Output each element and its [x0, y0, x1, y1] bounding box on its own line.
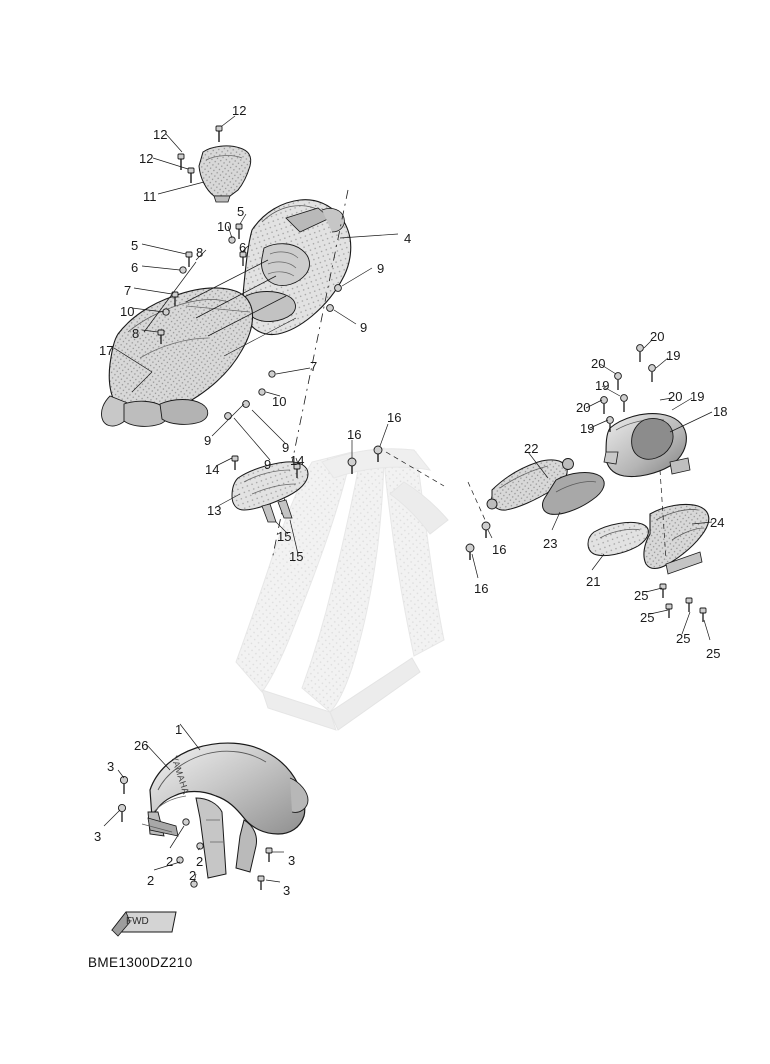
- part-4-rear-cowl: [243, 200, 351, 335]
- callout-number-25: 25: [634, 588, 649, 603]
- callout-number-6: 6: [131, 260, 139, 275]
- callout-number-21: 21: [586, 574, 601, 589]
- screw-5b: [236, 224, 242, 239]
- callout-number-8: 8: [196, 245, 204, 260]
- callout-number-25: 25: [676, 631, 691, 646]
- callout-number-9: 9: [360, 320, 368, 335]
- screw-3c: [266, 848, 272, 862]
- callout-number-2: 2: [196, 854, 204, 869]
- callout-number-26: 26: [134, 738, 149, 753]
- callout-number-11: 11: [143, 189, 157, 204]
- fwd-direction-label: FWD: [126, 916, 149, 927]
- callout-number-15: 15: [277, 529, 292, 544]
- callout-number-20: 20: [576, 400, 591, 415]
- callout-number-19: 19: [690, 389, 705, 404]
- callout-number-20: 20: [591, 356, 606, 371]
- callout-number-12: 12: [153, 127, 168, 142]
- screw-16c: [482, 522, 490, 538]
- callout-number-10: 10: [120, 304, 135, 319]
- screw-9b: [225, 413, 232, 420]
- screw-19b: [621, 395, 628, 412]
- screw-9c: [335, 285, 342, 292]
- screw-12c: [188, 168, 194, 183]
- screw-20a: [637, 345, 644, 362]
- callout-number-9: 9: [282, 440, 290, 455]
- screw-10c: [259, 389, 265, 395]
- callout-number-16: 16: [387, 410, 402, 425]
- callout-number-8: 8: [132, 326, 140, 341]
- part-24-mudguard: [644, 504, 709, 574]
- fastener-group-19-20: [601, 345, 706, 625]
- callout-number-16: 16: [347, 427, 362, 442]
- callout-number-9: 9: [264, 457, 272, 472]
- callout-number-17: 17: [99, 343, 114, 358]
- part-11-cover: [199, 146, 251, 202]
- screw-14a: [232, 456, 238, 470]
- screw-7b: [269, 371, 275, 377]
- callout-number-12: 12: [232, 103, 247, 118]
- screw-25b: [666, 604, 672, 618]
- callout-number-2: 2: [189, 868, 197, 883]
- part-18-tail-cover: [604, 414, 690, 477]
- callout-number-25: 25: [706, 646, 721, 661]
- callout-number-3: 3: [107, 759, 115, 774]
- callout-number-7: 7: [124, 283, 132, 298]
- callout-number-5: 5: [237, 204, 245, 219]
- callout-number-13: 13: [207, 503, 222, 518]
- part-21-plate: [588, 522, 648, 555]
- callout-number-25: 25: [640, 610, 655, 625]
- callout-number-3: 3: [94, 829, 102, 844]
- callout-number-24: 24: [710, 515, 725, 530]
- callout-number-2: 2: [166, 854, 174, 869]
- callout-number-14: 14: [290, 453, 305, 468]
- screw-3a: [120, 776, 127, 794]
- screw-19a: [649, 365, 656, 382]
- callout-number-10: 10: [217, 219, 232, 234]
- callout-number-20: 20: [650, 329, 665, 344]
- screw-25c: [686, 598, 692, 612]
- screw-5a: [186, 252, 192, 267]
- callout-number-16: 16: [492, 542, 507, 557]
- callout-number-9: 9: [377, 261, 385, 276]
- callout-number-15: 15: [289, 549, 304, 564]
- callout-number-1: 1: [175, 722, 183, 737]
- screw-20c: [601, 397, 608, 414]
- callout-number-7: 7: [310, 359, 318, 374]
- brand-mark: YAMAHA: [169, 754, 192, 796]
- callout-number-2: 2: [147, 873, 155, 888]
- callout-number-20: 20: [668, 389, 683, 404]
- screw-25d: [700, 608, 706, 622]
- screw-3d: [258, 876, 264, 890]
- callout-number-22: 22: [524, 441, 539, 456]
- diagram-part-code: BME1300DZ210: [88, 955, 193, 970]
- callout-number-18: 18: [713, 404, 728, 419]
- callout-number-4: 4: [404, 231, 412, 246]
- callout-number-16: 16: [474, 581, 489, 596]
- screw-9d: [327, 305, 334, 312]
- screw-3b: [118, 804, 125, 822]
- screw-12a: [216, 126, 222, 142]
- screw-6a: [180, 267, 186, 273]
- callout-number-19: 19: [595, 378, 610, 393]
- callout-number-5: 5: [131, 238, 139, 253]
- callout-number-23: 23: [543, 536, 558, 551]
- callout-number-19: 19: [580, 421, 595, 436]
- callout-number-6: 6: [239, 240, 247, 255]
- callout-number-10: 10: [272, 394, 287, 409]
- screw-2a: [183, 819, 189, 825]
- callout-number-3: 3: [288, 853, 296, 868]
- screw-20b: [615, 373, 622, 390]
- callout-number-14: 14: [205, 462, 220, 477]
- callout-number-3: 3: [283, 883, 291, 898]
- callout-number-9: 9: [204, 433, 212, 448]
- callout-number-12: 12: [139, 151, 154, 166]
- callout-number-19: 19: [666, 348, 681, 363]
- screw-25a: [660, 584, 666, 598]
